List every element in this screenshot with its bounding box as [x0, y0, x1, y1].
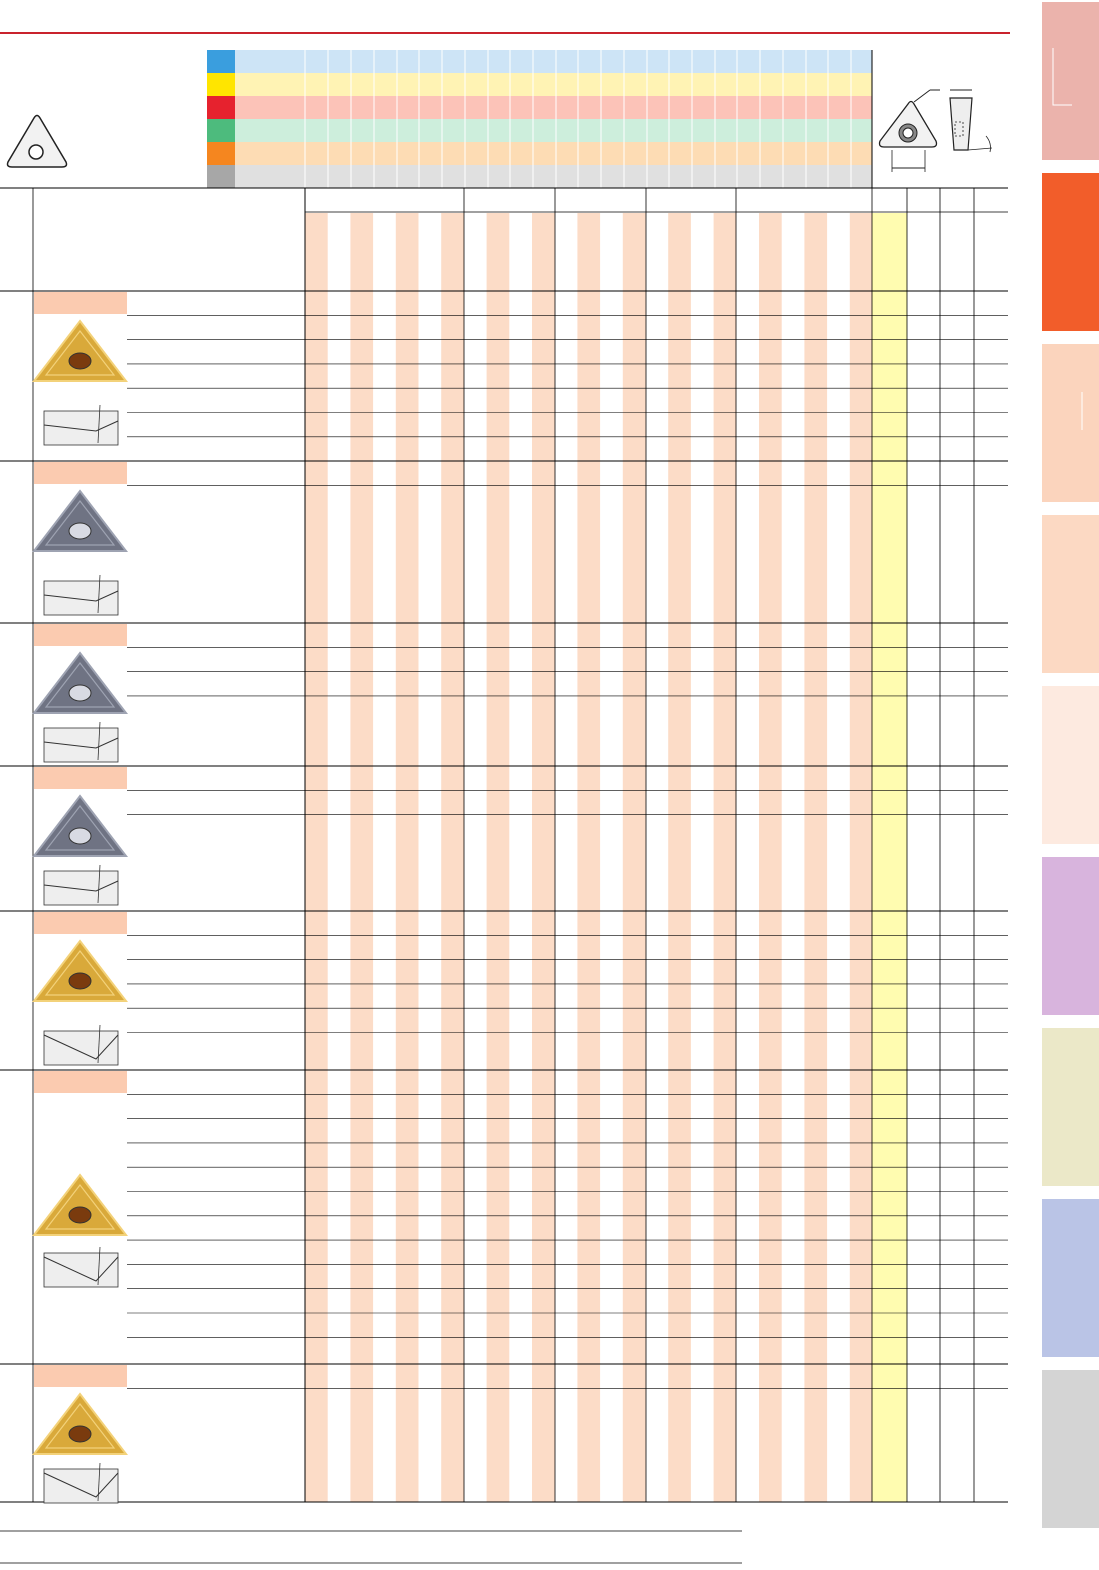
- highlight-stripe: [872, 213, 907, 1502]
- side-tab-9[interactable]: [1042, 1370, 1099, 1528]
- side-tab-6[interactable]: [1042, 857, 1099, 1015]
- side-tab-bg: [1042, 173, 1099, 331]
- grade-stripe: [577, 213, 600, 1502]
- side-tab-5[interactable]: [1042, 686, 1099, 844]
- grade-stripe: [441, 213, 464, 1502]
- designation-label: [34, 767, 127, 789]
- material-band-P: [235, 50, 872, 73]
- insert-photo: [34, 653, 126, 713]
- dim-leader: [914, 90, 930, 102]
- profile-box: [44, 728, 118, 762]
- insert-hole: [69, 1207, 91, 1223]
- grade-stripe: [396, 213, 419, 1502]
- edge-profile-sketch: [44, 865, 118, 905]
- edge-profile-sketch: [44, 1025, 118, 1065]
- side-tab-bg: [1042, 686, 1099, 844]
- edge-profile-sketch: [44, 722, 118, 762]
- material-swatch-P: [207, 50, 235, 73]
- profile-box: [44, 411, 118, 445]
- dim-side-view: [950, 98, 972, 150]
- profile-box: [44, 1031, 118, 1065]
- insert-photo: [34, 491, 126, 551]
- grade-stripe: [759, 213, 782, 1502]
- material-band-H: [235, 165, 872, 188]
- side-tab-bg: [1042, 515, 1099, 673]
- side-tab-bg: [1042, 344, 1099, 502]
- insert-hole: [69, 1426, 91, 1442]
- side-tab-bg: [1042, 857, 1099, 1015]
- designation-label: [34, 1071, 127, 1093]
- side-tab-bg: [1042, 1370, 1099, 1528]
- insert-photo: [34, 941, 126, 1001]
- triangle-insert-icon: [8, 116, 67, 168]
- material-band-N: [235, 119, 872, 142]
- material-band-S: [235, 142, 872, 165]
- dimension-diagram: [880, 90, 993, 172]
- edge-profile-sketch: [44, 1247, 118, 1287]
- grade-stripe: [350, 213, 373, 1502]
- insert-hole: [69, 973, 91, 989]
- side-tab-2[interactable]: [1042, 173, 1099, 331]
- grade-stripe: [804, 213, 827, 1502]
- insert-hole: [69, 353, 91, 369]
- grade-stripe: [850, 213, 873, 1502]
- side-tab-7[interactable]: [1042, 1028, 1099, 1186]
- side-tab-bg: [1042, 2, 1099, 160]
- material-swatch-S: [207, 142, 235, 165]
- dim-angle-line: [968, 148, 992, 150]
- designation-label: [34, 1365, 127, 1387]
- material-swatch-N: [207, 119, 235, 142]
- side-tab-3[interactable]: [1042, 344, 1099, 502]
- grade-stripe: [714, 213, 737, 1502]
- profile-box: [44, 1469, 118, 1503]
- side-tab-1[interactable]: [1042, 2, 1099, 160]
- top-rule: [0, 32, 1010, 34]
- side-tab-bg: [1042, 1028, 1099, 1186]
- material-band-K: [235, 96, 872, 119]
- profile-box: [44, 1253, 118, 1287]
- insert-hole: [69, 523, 91, 539]
- edge-profile-sketch: [44, 575, 118, 615]
- insert-hole: [69, 828, 91, 844]
- material-swatch-K: [207, 96, 235, 119]
- material-swatch-M: [207, 73, 235, 96]
- triangle-hole: [29, 145, 43, 159]
- grade-stripe: [487, 213, 510, 1502]
- edge-profile-sketch: [44, 405, 118, 445]
- profile-box: [44, 871, 118, 905]
- designation-label: [34, 912, 127, 934]
- insert-photo: [34, 321, 126, 381]
- insert-hole: [69, 685, 91, 701]
- insert-photo: [34, 1175, 126, 1235]
- designation-label: [34, 462, 127, 484]
- side-tab-4[interactable]: [1042, 515, 1099, 673]
- material-band-M: [235, 73, 872, 96]
- insert-photo: [34, 796, 126, 856]
- designation-label: [34, 624, 127, 646]
- grade-stripe: [668, 213, 691, 1502]
- grade-stripe: [623, 213, 646, 1502]
- side-tab-8[interactable]: [1042, 1199, 1099, 1357]
- material-swatch-H: [207, 165, 235, 188]
- grade-stripe: [305, 213, 328, 1502]
- dim-angle-arc: [986, 136, 991, 152]
- profile-box: [44, 581, 118, 615]
- side-tab-bg: [1042, 1199, 1099, 1357]
- grade-stripe: [532, 213, 555, 1502]
- dim-hole-inner: [903, 128, 913, 138]
- designation-label: [34, 292, 127, 314]
- insert-photo: [34, 1394, 126, 1454]
- edge-profile-sketch: [44, 1463, 118, 1503]
